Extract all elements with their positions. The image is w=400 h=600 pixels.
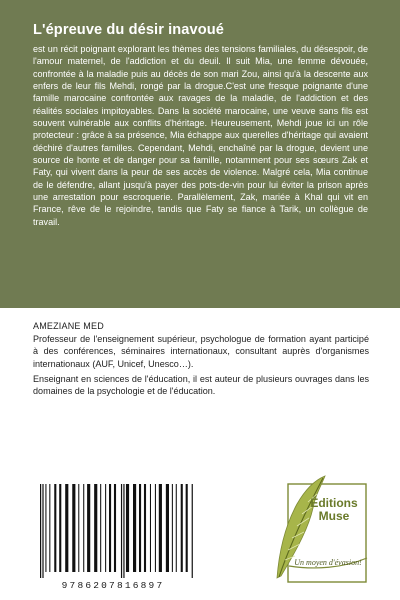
barcode-bar [65, 484, 68, 572]
barcode-bar [181, 484, 183, 572]
book-summary: est un récit poignant explorant les thèmes des tensions familiales, du désespoir, de l'amour maternel, de l'addiction et du deuil. Il suit Mia, une femme dévouée, confrontée à la maladie puis au décès de son mari Zou, ainsi qu'à la descente aux enfers de leur fils Mehdi, rongé par la drogue.C'est une fresque poignante d'une famille marocaine confrontée aux ravages de la maladie, de l'addiction et des réalités sociales impitoyables. Dans la société marocaine, une veuve sans fils est souvent vulnérable aux conflits d'héritage. Heureusement, Mehdi joue ici un rôle protecteur : grâce à sa présence, Mia échappe aux querelles d'héritage qui avaient déchiré d'autres familles. Cependant, Mehdi, enchaîné par la drogue, devient une source de honte et de danger pour sa famille, notamment pour ses sœurs Zak et Faty, qui vivent dans la peur de ses accès de violence. Malgré cela, Mia continue de le défendre, allant jusqu'à payer des pots-de-vin pour lui éviter la prison après une arrestation pour escroquerie. Parallèlement, Zak, mariée à Khal qui vit en France, rêve de le rejoindre, tandis que Faty se fiance à Tarik, un collègue de travail. [33, 44, 368, 227]
barcode-bar [123, 484, 124, 578]
barcode-bar [150, 484, 151, 572]
book-title: L'épreuve du désir inavoué [33, 22, 224, 38]
barcode-bar [105, 484, 106, 572]
barcode-bars [32, 482, 194, 578]
barcode-bar [192, 484, 193, 578]
publisher-brand-line: Éditions [310, 496, 358, 510]
barcode-bar [72, 484, 75, 572]
barcode [32, 482, 194, 578]
barcode-bar [109, 484, 111, 572]
barcode-bar [49, 484, 50, 572]
barcode-bar [144, 484, 146, 572]
publisher-tagline: Un moyen d'évasion! [294, 558, 362, 567]
barcode-bar [40, 484, 41, 578]
barcode-bar [114, 484, 116, 572]
barcode-bar [83, 484, 84, 572]
barcode-bar [78, 484, 79, 572]
barcode-bar [126, 484, 129, 572]
barcode-bar [155, 484, 156, 572]
barcode-bar [166, 484, 169, 572]
publisher-brand-line: Muse [318, 509, 350, 523]
barcode-bar [176, 484, 177, 572]
barcode-bar [139, 484, 141, 572]
barcode-bar [133, 484, 136, 572]
barcode-bar [45, 484, 46, 572]
author-bio-paragraph: Enseignant en sciences de l'éducation, il est auteur de plusieurs ouvrages dans les domaines de la psychologie et de l'éducation. [33, 373, 369, 397]
barcode-bar [100, 484, 101, 572]
barcode-number: 9786207816897 [61, 580, 165, 591]
author-name: AMEZIANE MED [33, 321, 104, 331]
barcode-bar [87, 484, 90, 572]
barcode-bar [59, 484, 61, 572]
barcode-bar [159, 484, 162, 572]
publisher-brand [304, 497, 364, 523]
author-bio-paragraph: Professeur de l'enseignement supérieur, psychologue de formation ayant participé à des conférences, séminaires internationaux, consultant auprès d'organismes internationaux (AUF, Unicef, Unesco…). [33, 334, 369, 369]
barcode-bar [186, 484, 188, 572]
author-bio [33, 333, 369, 397]
barcode-bar [172, 484, 173, 572]
barcode-bar [121, 484, 122, 578]
barcode-bar [42, 484, 43, 578]
barcode-bar [94, 484, 97, 572]
publisher-logo [255, 474, 368, 584]
barcode-bar [54, 484, 56, 572]
